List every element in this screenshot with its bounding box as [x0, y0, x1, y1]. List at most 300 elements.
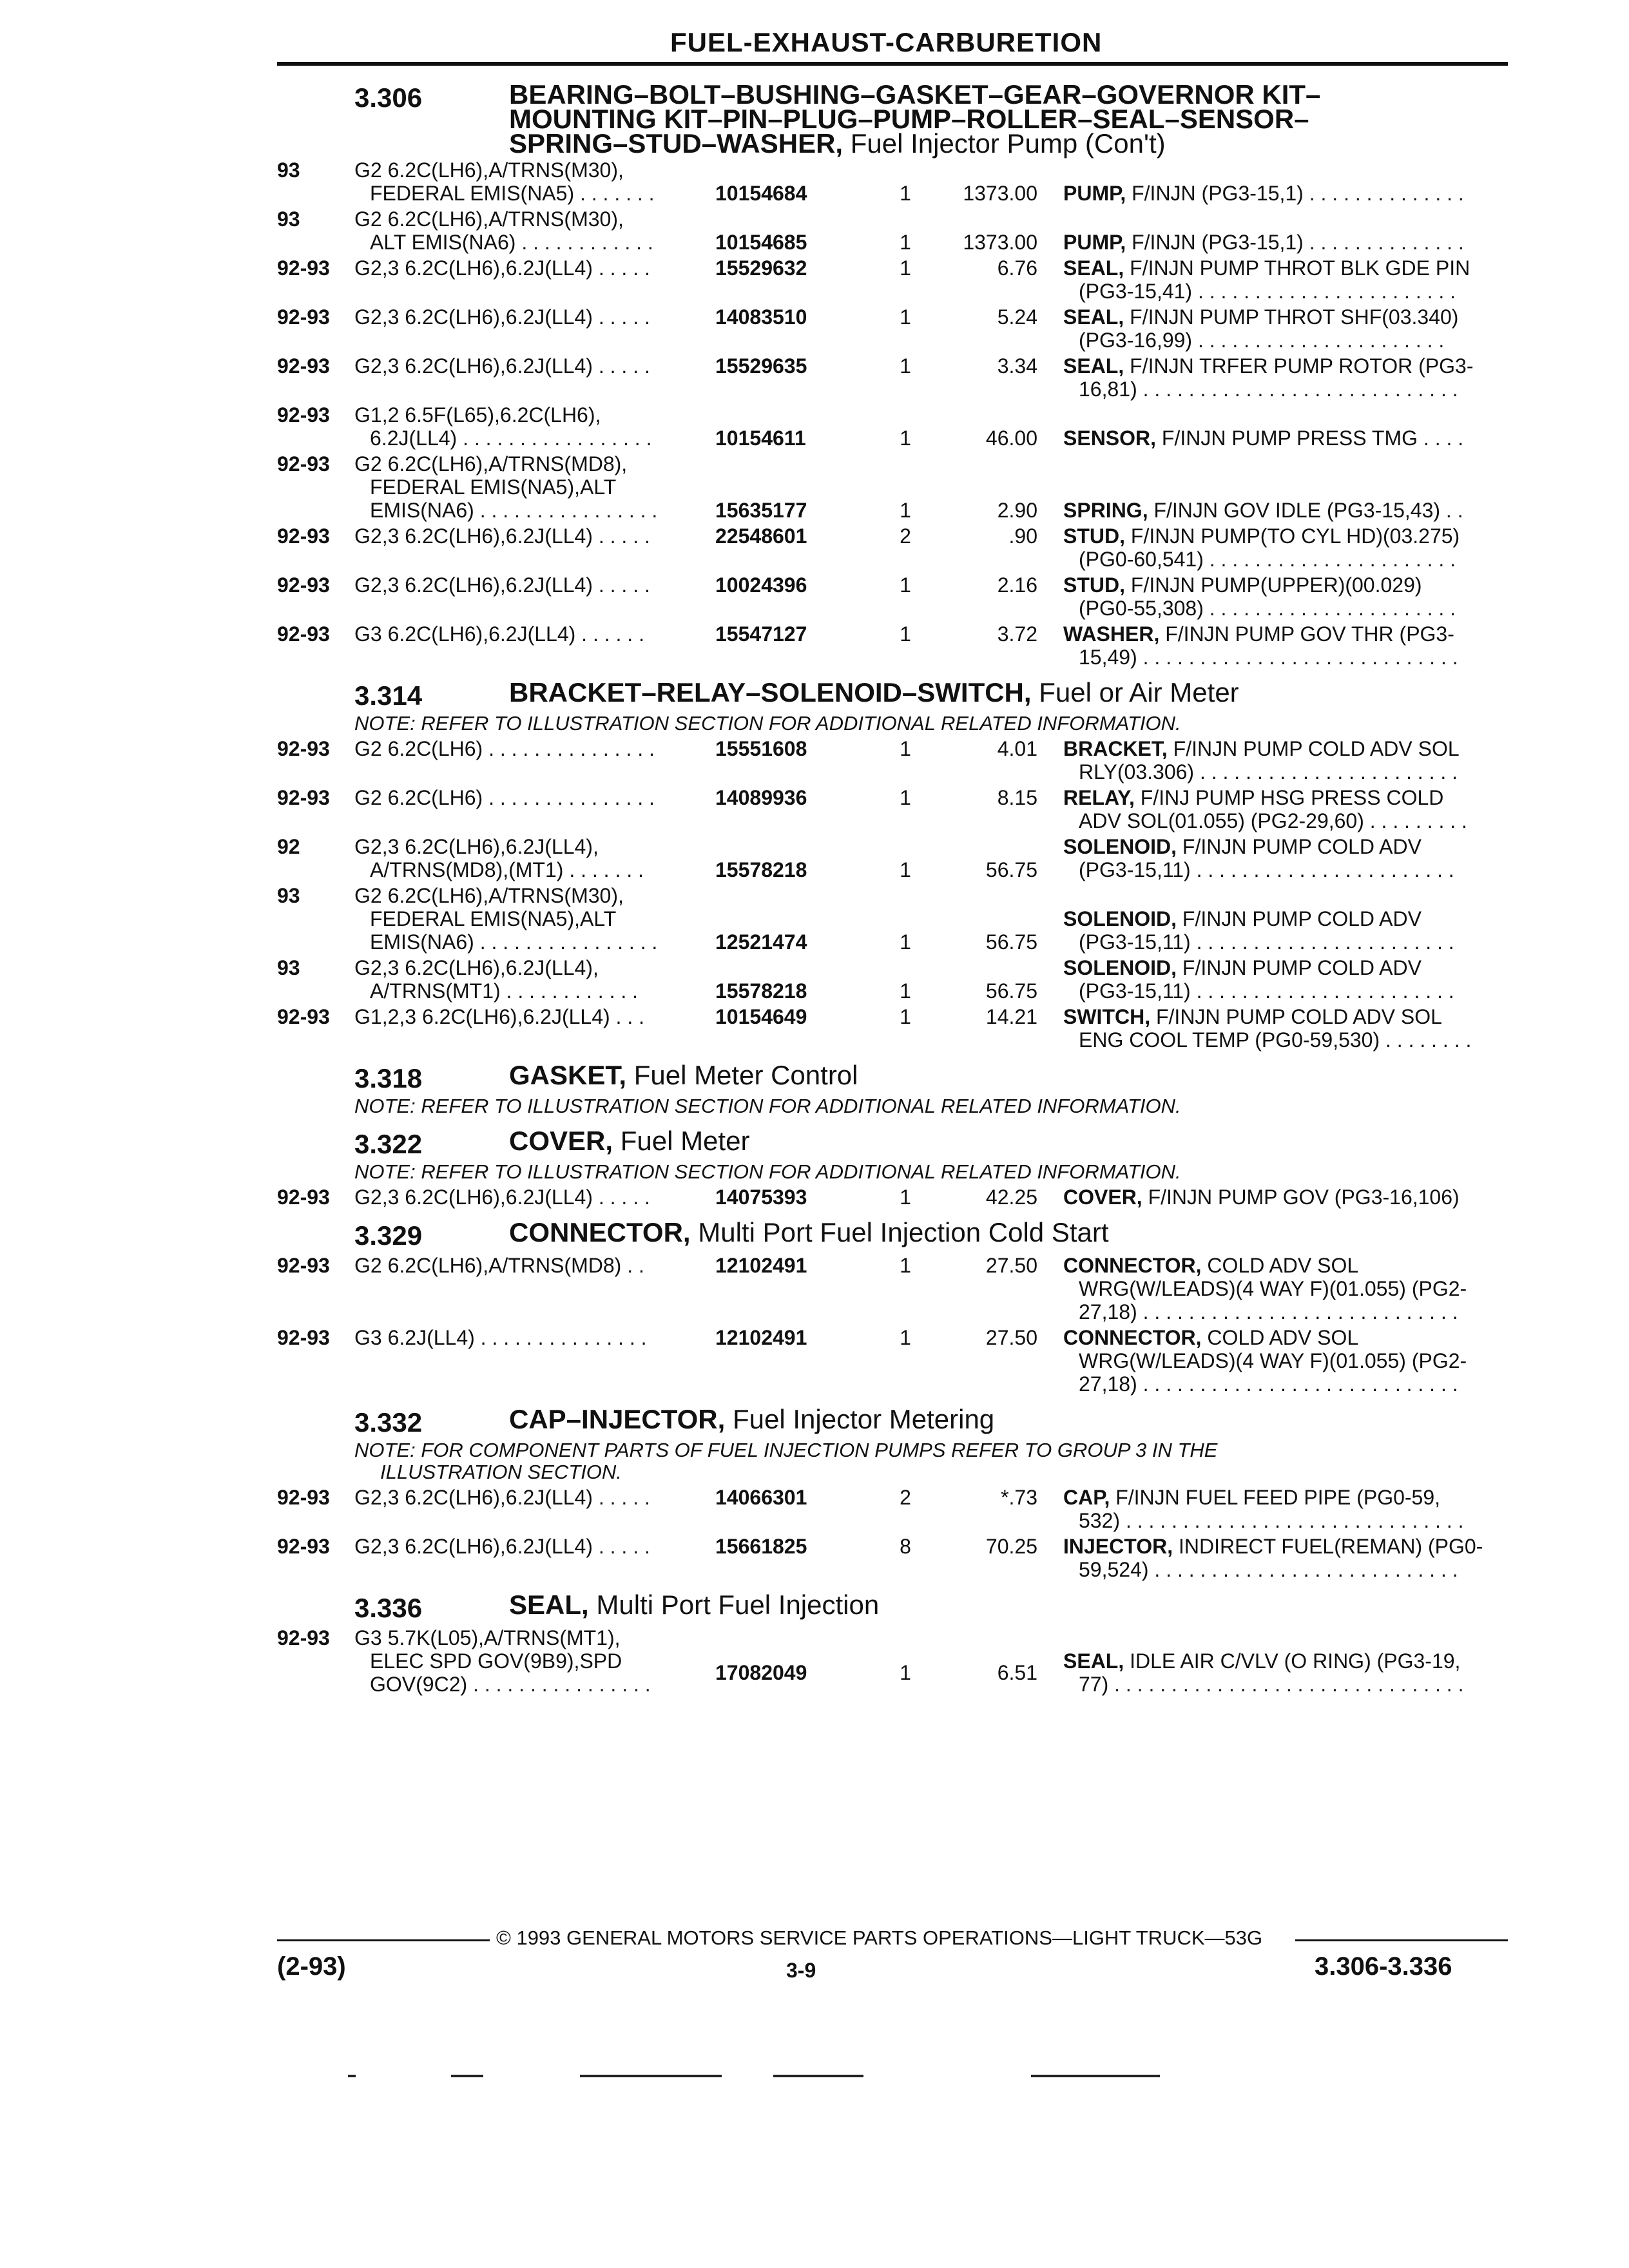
section-title-line: MOUNTING KIT–PIN–PLUG–PUMP–ROLLER–SEAL–SENSOR– [509, 104, 1309, 134]
part-detail: F/INJN PUMP GOV THR (PG3- [1159, 622, 1454, 646]
section-title [509, 1404, 1476, 1438]
price: 1373.00 [963, 182, 1037, 205]
section-number: 3.322 [354, 1129, 423, 1159]
model-year: 92-93 [277, 524, 330, 548]
part-detail-cont: WRG(W/LEADS)(4 WAY F)(01.055) (PG2- [1079, 1349, 1467, 1372]
part-name: CONNECTOR, [1063, 1254, 1202, 1277]
model-year: 92-93 [277, 1186, 330, 1209]
application [354, 452, 715, 522]
part-row [277, 354, 1508, 401]
section-3-306-header [354, 79, 1508, 159]
part-number: 14083510 [715, 305, 807, 329]
scan-mark [348, 2075, 356, 2077]
application [354, 256, 715, 303]
part-row [277, 1486, 1508, 1532]
model-year: 93 [277, 956, 300, 979]
part-detail-cont: 27,18) . . . . . . . . . . . . . . . . . . . . . . . . . . . . [1079, 1372, 1458, 1396]
quantity: 1 [900, 930, 911, 954]
part-number: 10024396 [715, 573, 807, 597]
application-line: G3 6.2J(LL4) . . . . . . . . . . . . . . . [354, 1326, 647, 1349]
application [354, 1186, 715, 1209]
application [354, 1486, 715, 1532]
part-description [1063, 1486, 1508, 1532]
part-detail-cont: (PG0-55,308) . . . . . . . . . . . . . . . . . . . . . . [1079, 597, 1456, 620]
quantity: 1 [900, 1661, 911, 1684]
application [354, 159, 715, 205]
part-detail-cont: 532) . . . . . . . . . . . . . . . . . . . . . . . . . . . . . . [1079, 1509, 1464, 1532]
footer-section-range: 3.306-3.336 [1315, 1952, 1452, 1981]
part-number: 15529635 [715, 354, 807, 378]
part-detail-cont: 77) . . . . . . . . . . . . . . . . . . . . . . . . . . . . . . . [1079, 1673, 1464, 1696]
model-year: 92 [277, 835, 300, 858]
price: *.73 [1001, 1486, 1037, 1509]
model-year: 92-93 [277, 354, 330, 378]
part-description [1063, 1005, 1508, 1052]
part-description [1063, 354, 1508, 401]
application [354, 524, 715, 571]
part-description [1063, 1649, 1508, 1696]
section-title [509, 1126, 1476, 1160]
application-line: G2 6.2C(LH6),A/TRNS(MD8), [354, 452, 628, 476]
model-year: 92-93 [277, 737, 330, 760]
part-detail: F/INJN PUMP THROT SHF(03.340) [1124, 305, 1459, 329]
section-title [509, 79, 1476, 159]
quantity: 1 [900, 305, 911, 329]
model-year: 92-93 [277, 256, 330, 280]
model-year: 92-93 [277, 452, 330, 476]
header-rule [277, 62, 1508, 66]
application [354, 403, 715, 450]
application-line: G1,2,3 6.2C(LH6),6.2J(LL4) . . . [354, 1005, 644, 1028]
model-year: 92-93 [277, 1005, 330, 1028]
quantity: 1 [900, 231, 911, 254]
part-number: 15578218 [715, 979, 807, 1003]
part-name: CAP, [1063, 1486, 1110, 1509]
part-detail: F/INJN PUMP COLD ADV SOL [1150, 1005, 1442, 1028]
section-3-332-header [354, 1404, 1508, 1438]
application-line: G2,3 6.2C(LH6),6.2J(LL4) . . . . . [354, 524, 650, 548]
part-detail: F/INJN PUMP COLD ADV [1177, 835, 1422, 858]
application [354, 956, 715, 1003]
application-line: ALT EMIS(NA6) . . . . . . . . . . . . [370, 231, 653, 254]
part-detail-cont: (PG3-15,11) . . . . . . . . . . . . . . . . . . . . . . . [1079, 979, 1454, 1003]
application-line: G2 6.2C(LH6),A/TRNS(MD8) . . [354, 1254, 644, 1277]
part-description [1063, 427, 1508, 450]
scan-mark [580, 2075, 722, 2077]
section-subtitle: Fuel or Air Meter [1039, 677, 1239, 707]
quantity: 1 [900, 622, 911, 646]
section-title-line: BRACKET–RELAY–SOLENOID–SWITCH, [509, 677, 1032, 707]
quantity: 8 [900, 1535, 911, 1558]
part-description [1063, 1326, 1508, 1396]
application-line: FEDERAL EMIS(NA5) . . . . . . . [370, 182, 655, 205]
quantity: 1 [900, 573, 911, 597]
application-line: G2,3 6.2C(LH6),6.2J(LL4), [354, 956, 599, 979]
model-year: 92-93 [277, 573, 330, 597]
part-name: COVER, [1063, 1186, 1142, 1209]
part-detail-cont: 16,81) . . . . . . . . . . . . . . . . . . . . . . . . . . . . [1079, 378, 1458, 401]
model-year: 92-93 [277, 403, 330, 427]
part-row [277, 1626, 1508, 1696]
section-note [354, 1439, 1508, 1483]
application-line: ELEC SPD GOV(9B9),SPD [370, 1649, 622, 1673]
price: 56.75 [985, 979, 1037, 1003]
section-number: 3.336 [354, 1593, 423, 1623]
application [354, 573, 715, 620]
part-description [1063, 1186, 1508, 1209]
price: 27.50 [985, 1254, 1037, 1277]
part-description [1063, 835, 1508, 881]
scan-mark [1031, 2075, 1160, 2077]
quantity: 1 [900, 1186, 911, 1209]
application [354, 1626, 715, 1696]
model-year: 92-93 [277, 1326, 330, 1349]
part-row [277, 956, 1508, 1003]
part-description [1063, 786, 1508, 832]
application [354, 305, 715, 352]
section-title-line: CONNECTOR, [509, 1217, 691, 1247]
part-name: SOLENOID, [1063, 835, 1177, 858]
model-year: 93 [277, 159, 300, 182]
price: 3.34 [997, 354, 1037, 378]
part-detail-cont: RLY(03.306) . . . . . . . . . . . . . . . . . . . . . . . [1079, 760, 1458, 783]
quantity: 1 [900, 354, 911, 378]
price: 70.25 [985, 1535, 1037, 1558]
part-number: 14075393 [715, 1186, 807, 1209]
part-name: SOLENOID, [1063, 907, 1177, 930]
part-description [1063, 231, 1508, 254]
part-number: 12102491 [715, 1254, 807, 1277]
application-line: 6.2J(LL4) . . . . . . . . . . . . . . . . . [370, 427, 652, 450]
application-line: G3 5.7K(L05),A/TRNS(MT1), [354, 1626, 621, 1649]
part-row [277, 159, 1508, 205]
section-subtitle: Fuel Meter [620, 1126, 750, 1156]
part-name: SWITCH, [1063, 1005, 1151, 1028]
model-year: 92-93 [277, 786, 330, 809]
part-name: SENSOR, [1063, 427, 1157, 450]
part-description [1063, 956, 1508, 1003]
part-row [277, 452, 1508, 522]
section-3-314-header [354, 677, 1508, 711]
model-year: 92-93 [277, 622, 330, 646]
part-description [1063, 182, 1508, 205]
part-number: 15635177 [715, 499, 807, 522]
section-note: NOTE: REFER TO ILLUSTRATION SECTION FOR ADDITIONAL RELATED INFORMATION. [354, 712, 1181, 735]
part-description [1063, 907, 1508, 954]
part-detail: INDIRECT FUEL(REMAN) (PG0- [1173, 1535, 1483, 1558]
price: 56.75 [985, 930, 1037, 954]
part-detail-cont: 59,524) . . . . . . . . . . . . . . . . . . . . . . . . . . . [1079, 1558, 1458, 1581]
section-number: 3.306 [354, 82, 423, 113]
price: 4.01 [997, 737, 1037, 760]
part-number: 10154611 [715, 427, 806, 450]
model-year: 93 [277, 207, 300, 231]
application-line: G1,2 6.5F(L65),6.2C(LH6), [354, 403, 601, 427]
part-detail: F/INJN PUMP COLD ADV [1177, 956, 1422, 979]
application-line: A/TRNS(MD8),(MT1) . . . . . . . [370, 858, 644, 881]
application-line: FEDERAL EMIS(NA5),ALT [370, 907, 617, 930]
application [354, 786, 715, 832]
section-title-line: GASKET, [509, 1060, 627, 1090]
part-description [1063, 1535, 1508, 1581]
quantity: 2 [900, 524, 911, 548]
part-number: 14089936 [715, 786, 807, 809]
quantity: 1 [900, 499, 911, 522]
application-line: G2 6.2C(LH6),A/TRNS(M30), [354, 159, 624, 182]
part-row [277, 1535, 1508, 1581]
part-row [277, 573, 1508, 620]
section-number: 3.332 [354, 1407, 423, 1437]
part-detail-cont: (PG3-15,41) . . . . . . . . . . . . . . . . . . . . . . . [1079, 280, 1456, 303]
part-description [1063, 573, 1508, 620]
section-number: 3.318 [354, 1063, 423, 1093]
application-line: G2,3 6.2C(LH6),6.2J(LL4) . . . . . [354, 305, 650, 329]
application [354, 737, 715, 783]
application-line: G2 6.2C(LH6),A/TRNS(M30), [354, 207, 624, 231]
part-number: 10154685 [715, 231, 807, 254]
section-number: 3.314 [354, 680, 423, 711]
application-line: G2,3 6.2C(LH6),6.2J(LL4), [354, 835, 599, 858]
quantity: 2 [900, 1486, 911, 1509]
part-number: 15578218 [715, 858, 807, 881]
part-name: STUD, [1063, 573, 1125, 597]
part-detail: F/INJN PUMP THROT BLK GDE PIN [1124, 256, 1470, 280]
price: 8.15 [997, 786, 1037, 809]
part-description [1063, 499, 1508, 522]
application-line: GOV(9C2) . . . . . . . . . . . . . . . . [370, 1673, 651, 1696]
part-detail: F/INJN TRFER PUMP ROTOR (PG3- [1124, 354, 1474, 378]
part-row [277, 835, 1508, 881]
part-name: SEAL, [1063, 256, 1124, 280]
section-subtitle: Fuel Injector Pump (Con't) [850, 128, 1166, 159]
section-title-line: BEARING–BOLT–BUSHING–GASKET–GEAR–GOVERNOR KIT– [509, 79, 1321, 110]
section-3-329-header [354, 1217, 1508, 1251]
application-line: G2 6.2C(LH6) . . . . . . . . . . . . . . . [354, 737, 655, 760]
price: 42.25 [985, 1186, 1037, 1209]
price: 27.50 [985, 1326, 1037, 1349]
footer-rule-right [1295, 1939, 1508, 1941]
price: 2.90 [997, 499, 1037, 522]
quantity: 1 [900, 182, 911, 205]
model-year: 92-93 [277, 305, 330, 329]
application-line: G2,3 6.2C(LH6),6.2J(LL4) . . . . . [354, 256, 650, 280]
quantity: 1 [900, 1005, 911, 1028]
quantity: 1 [900, 737, 911, 760]
part-name: INJECTOR, [1063, 1535, 1173, 1558]
part-detail: F/INJN PUMP COLD ADV SOL [1167, 737, 1460, 760]
part-row [277, 1005, 1508, 1052]
section-title [509, 1217, 1476, 1251]
part-number: 15551608 [715, 737, 807, 760]
part-name: STUD, [1063, 524, 1125, 548]
part-row [277, 786, 1508, 832]
part-number: 15661825 [715, 1535, 807, 1558]
part-detail: F/INJN PUMP COLD ADV [1177, 907, 1422, 930]
quantity: 1 [900, 979, 911, 1003]
price: 6.51 [997, 1661, 1037, 1684]
model-year: 93 [277, 884, 300, 907]
scan-mark [451, 2075, 483, 2077]
part-detail: F/INJN FUEL FEED PIPE (PG0-59, [1110, 1486, 1441, 1509]
quantity: 1 [900, 1254, 911, 1277]
section-subtitle: Fuel Meter Control [633, 1060, 858, 1090]
part-row [277, 1326, 1508, 1396]
section-subtitle: Multi Port Fuel Injection [596, 1590, 880, 1620]
part-detail: COLD ADV SOL [1201, 1326, 1359, 1349]
part-number: 12102491 [715, 1326, 807, 1349]
section-note-line: ILLUSTRATION SECTION. [380, 1461, 622, 1483]
part-detail-cont: (PG3-15,11) . . . . . . . . . . . . . . . . . . . . . . . [1079, 858, 1454, 881]
section-3-318-header [354, 1060, 1508, 1094]
price: 5.24 [997, 305, 1037, 329]
part-number: 10154649 [715, 1005, 807, 1028]
part-detail: F/INJN PUMP(UPPER)(00.029) [1125, 573, 1422, 597]
part-name: SPRING, [1063, 499, 1148, 522]
part-description [1063, 737, 1508, 783]
part-name: SEAL, [1063, 354, 1124, 378]
application-line: G2,3 6.2C(LH6),6.2J(LL4) . . . . . [354, 1486, 650, 1509]
application [354, 622, 715, 669]
application [354, 207, 715, 254]
part-description [1063, 305, 1508, 352]
part-number: 12521474 [715, 930, 807, 954]
part-row [277, 1254, 1508, 1323]
application [354, 354, 715, 401]
application-line: EMIS(NA6) . . . . . . . . . . . . . . . . [370, 499, 658, 522]
part-number: 15529632 [715, 256, 807, 280]
footer-date-code: (2-93) [277, 1952, 346, 1981]
part-number: 22548601 [715, 524, 807, 548]
part-name: SEAL, [1063, 1649, 1124, 1673]
section-note: NOTE: REFER TO ILLUSTRATION SECTION FOR ADDITIONAL RELATED INFORMATION. [354, 1160, 1181, 1183]
part-description [1063, 524, 1508, 571]
part-name: RELAY, [1063, 786, 1135, 809]
part-name: CONNECTOR, [1063, 1326, 1202, 1349]
part-name: SOLENOID, [1063, 956, 1177, 979]
section-title-line: SPRING–STUD–WASHER, [509, 128, 843, 159]
part-description [1063, 256, 1508, 303]
part-row [277, 1186, 1508, 1209]
section-subtitle: Multi Port Fuel Injection Cold Start [698, 1217, 1109, 1247]
part-row [277, 524, 1508, 571]
quantity: 1 [900, 858, 911, 881]
part-row [277, 305, 1508, 352]
application-line: G3 6.2C(LH6),6.2J(LL4) . . . . . . [354, 622, 644, 646]
part-number: 10154684 [715, 182, 807, 205]
part-detail-cont: WRG(W/LEADS)(4 WAY F)(01.055) (PG2- [1079, 1277, 1467, 1300]
part-name: PUMP, [1063, 182, 1126, 205]
quantity: 1 [900, 256, 911, 280]
part-detail: F/INJ PUMP HSG PRESS COLD [1134, 786, 1444, 809]
part-number: 17082049 [715, 1661, 807, 1684]
part-detail: F/INJN (PG3-15,1) . . . . . . . . . . . . . . [1126, 182, 1464, 205]
quantity: 1 [900, 427, 911, 450]
application [354, 1535, 715, 1581]
part-detail: F/INJN (PG3-15,1) . . . . . . . . . . . . . . [1126, 231, 1464, 254]
model-year: 92-93 [277, 1254, 330, 1277]
section-title [509, 677, 1476, 711]
price: 3.72 [997, 622, 1037, 646]
section-title-line: CAP–INJECTOR, [509, 1404, 726, 1434]
part-description [1063, 1254, 1508, 1323]
footer-copyright: © 1993 GENERAL MOTORS SERVICE PARTS OPERATIONS—LIGHT TRUCK—53G [496, 1927, 1263, 1949]
part-detail-cont: ADV SOL(01.055) (PG2-29,60) . . . . . . . . . [1079, 809, 1467, 832]
section-subtitle: Fuel Injector Metering [732, 1404, 995, 1434]
part-row [277, 256, 1508, 303]
part-detail-cont: (PG0-60,541) . . . . . . . . . . . . . . . . . . . . . . [1079, 548, 1456, 571]
section-note-line: NOTE: FOR COMPONENT PARTS OF FUEL INJECTION PUMPS REFER TO GROUP 3 IN THE [354, 1439, 1218, 1461]
section-note: NOTE: REFER TO ILLUSTRATION SECTION FOR ADDITIONAL RELATED INFORMATION. [354, 1095, 1181, 1117]
application-line: G2,3 6.2C(LH6),6.2J(LL4) . . . . . [354, 573, 650, 597]
application [354, 1254, 715, 1323]
price: 46.00 [985, 427, 1037, 450]
part-name: BRACKET, [1063, 737, 1168, 760]
part-detail-cont: 15,49) . . . . . . . . . . . . . . . . . . . . . . . . . . . . [1079, 646, 1458, 669]
price: 6.76 [997, 256, 1037, 280]
price: 56.75 [985, 858, 1037, 881]
footer-rule-left [277, 1939, 490, 1941]
price: 1373.00 [963, 231, 1037, 254]
part-row [277, 622, 1508, 669]
price: .90 [1008, 524, 1037, 548]
section-title [509, 1590, 1476, 1624]
part-detail: F/INJN PUMP(TO CYL HD)(03.275) [1125, 524, 1460, 548]
application [354, 1326, 715, 1396]
part-detail-cont: (PG3-15,11) . . . . . . . . . . . . . . . . . . . . . . . [1079, 930, 1454, 954]
application [354, 884, 715, 954]
part-row [277, 737, 1508, 783]
application-line: G2 6.2C(LH6),A/TRNS(M30), [354, 884, 624, 907]
part-name: SEAL, [1063, 305, 1124, 329]
part-name: PUMP, [1063, 231, 1126, 254]
part-row [277, 403, 1508, 450]
price: 14.21 [985, 1005, 1037, 1028]
page-header-title: FUEL-EXHAUST-CARBURETION [670, 27, 1103, 57]
price: 2.16 [997, 573, 1037, 597]
part-name: WASHER, [1063, 622, 1160, 646]
section-title [509, 1060, 1476, 1094]
application-line: G2,3 6.2C(LH6),6.2J(LL4) . . . . . [354, 354, 650, 378]
part-detail: F/INJN PUMP PRESS TMG . . . . [1156, 427, 1464, 450]
scan-mark [773, 2075, 863, 2077]
part-description [1063, 622, 1508, 669]
quantity: 1 [900, 786, 911, 809]
footer-page-number: 3-9 [786, 1959, 816, 1982]
part-number: 15547127 [715, 622, 807, 646]
model-year: 92-93 [277, 1626, 330, 1649]
part-detail: COLD ADV SOL [1201, 1254, 1359, 1277]
scan-artifacts [0, 2075, 1629, 2079]
part-detail: F/INJN PUMP GOV (PG3-16,106) [1142, 1186, 1460, 1209]
application-line: G2,3 6.2C(LH6),6.2J(LL4) . . . . . [354, 1535, 650, 1558]
part-detail: IDLE AIR C/VLV (O RING) (PG3-19, [1124, 1649, 1461, 1673]
section-3-322-header [354, 1126, 1508, 1160]
part-detail-cont: ENG COOL TEMP (PG0-59,530) . . . . . . . . [1079, 1028, 1472, 1052]
application-line: EMIS(NA6) . . . . . . . . . . . . . . . . [370, 930, 658, 954]
section-title-line: COVER, [509, 1126, 613, 1156]
model-year: 92-93 [277, 1535, 330, 1558]
application [354, 1005, 715, 1052]
model-year: 92-93 [277, 1486, 330, 1509]
section-3-336-header [354, 1590, 1508, 1624]
part-row [277, 884, 1508, 954]
part-detail-cont: 27,18) . . . . . . . . . . . . . . . . . . . . . . . . . . . . [1079, 1300, 1458, 1323]
application-line: G2 6.2C(LH6) . . . . . . . . . . . . . . . [354, 786, 655, 809]
part-detail: F/INJN GOV IDLE (PG3-15,43) . . [1148, 499, 1463, 522]
part-detail-cont: (PG3-16,99) . . . . . . . . . . . . . . . . . . . . . . [1079, 329, 1445, 352]
application [354, 835, 715, 881]
part-number: 14066301 [715, 1486, 807, 1509]
